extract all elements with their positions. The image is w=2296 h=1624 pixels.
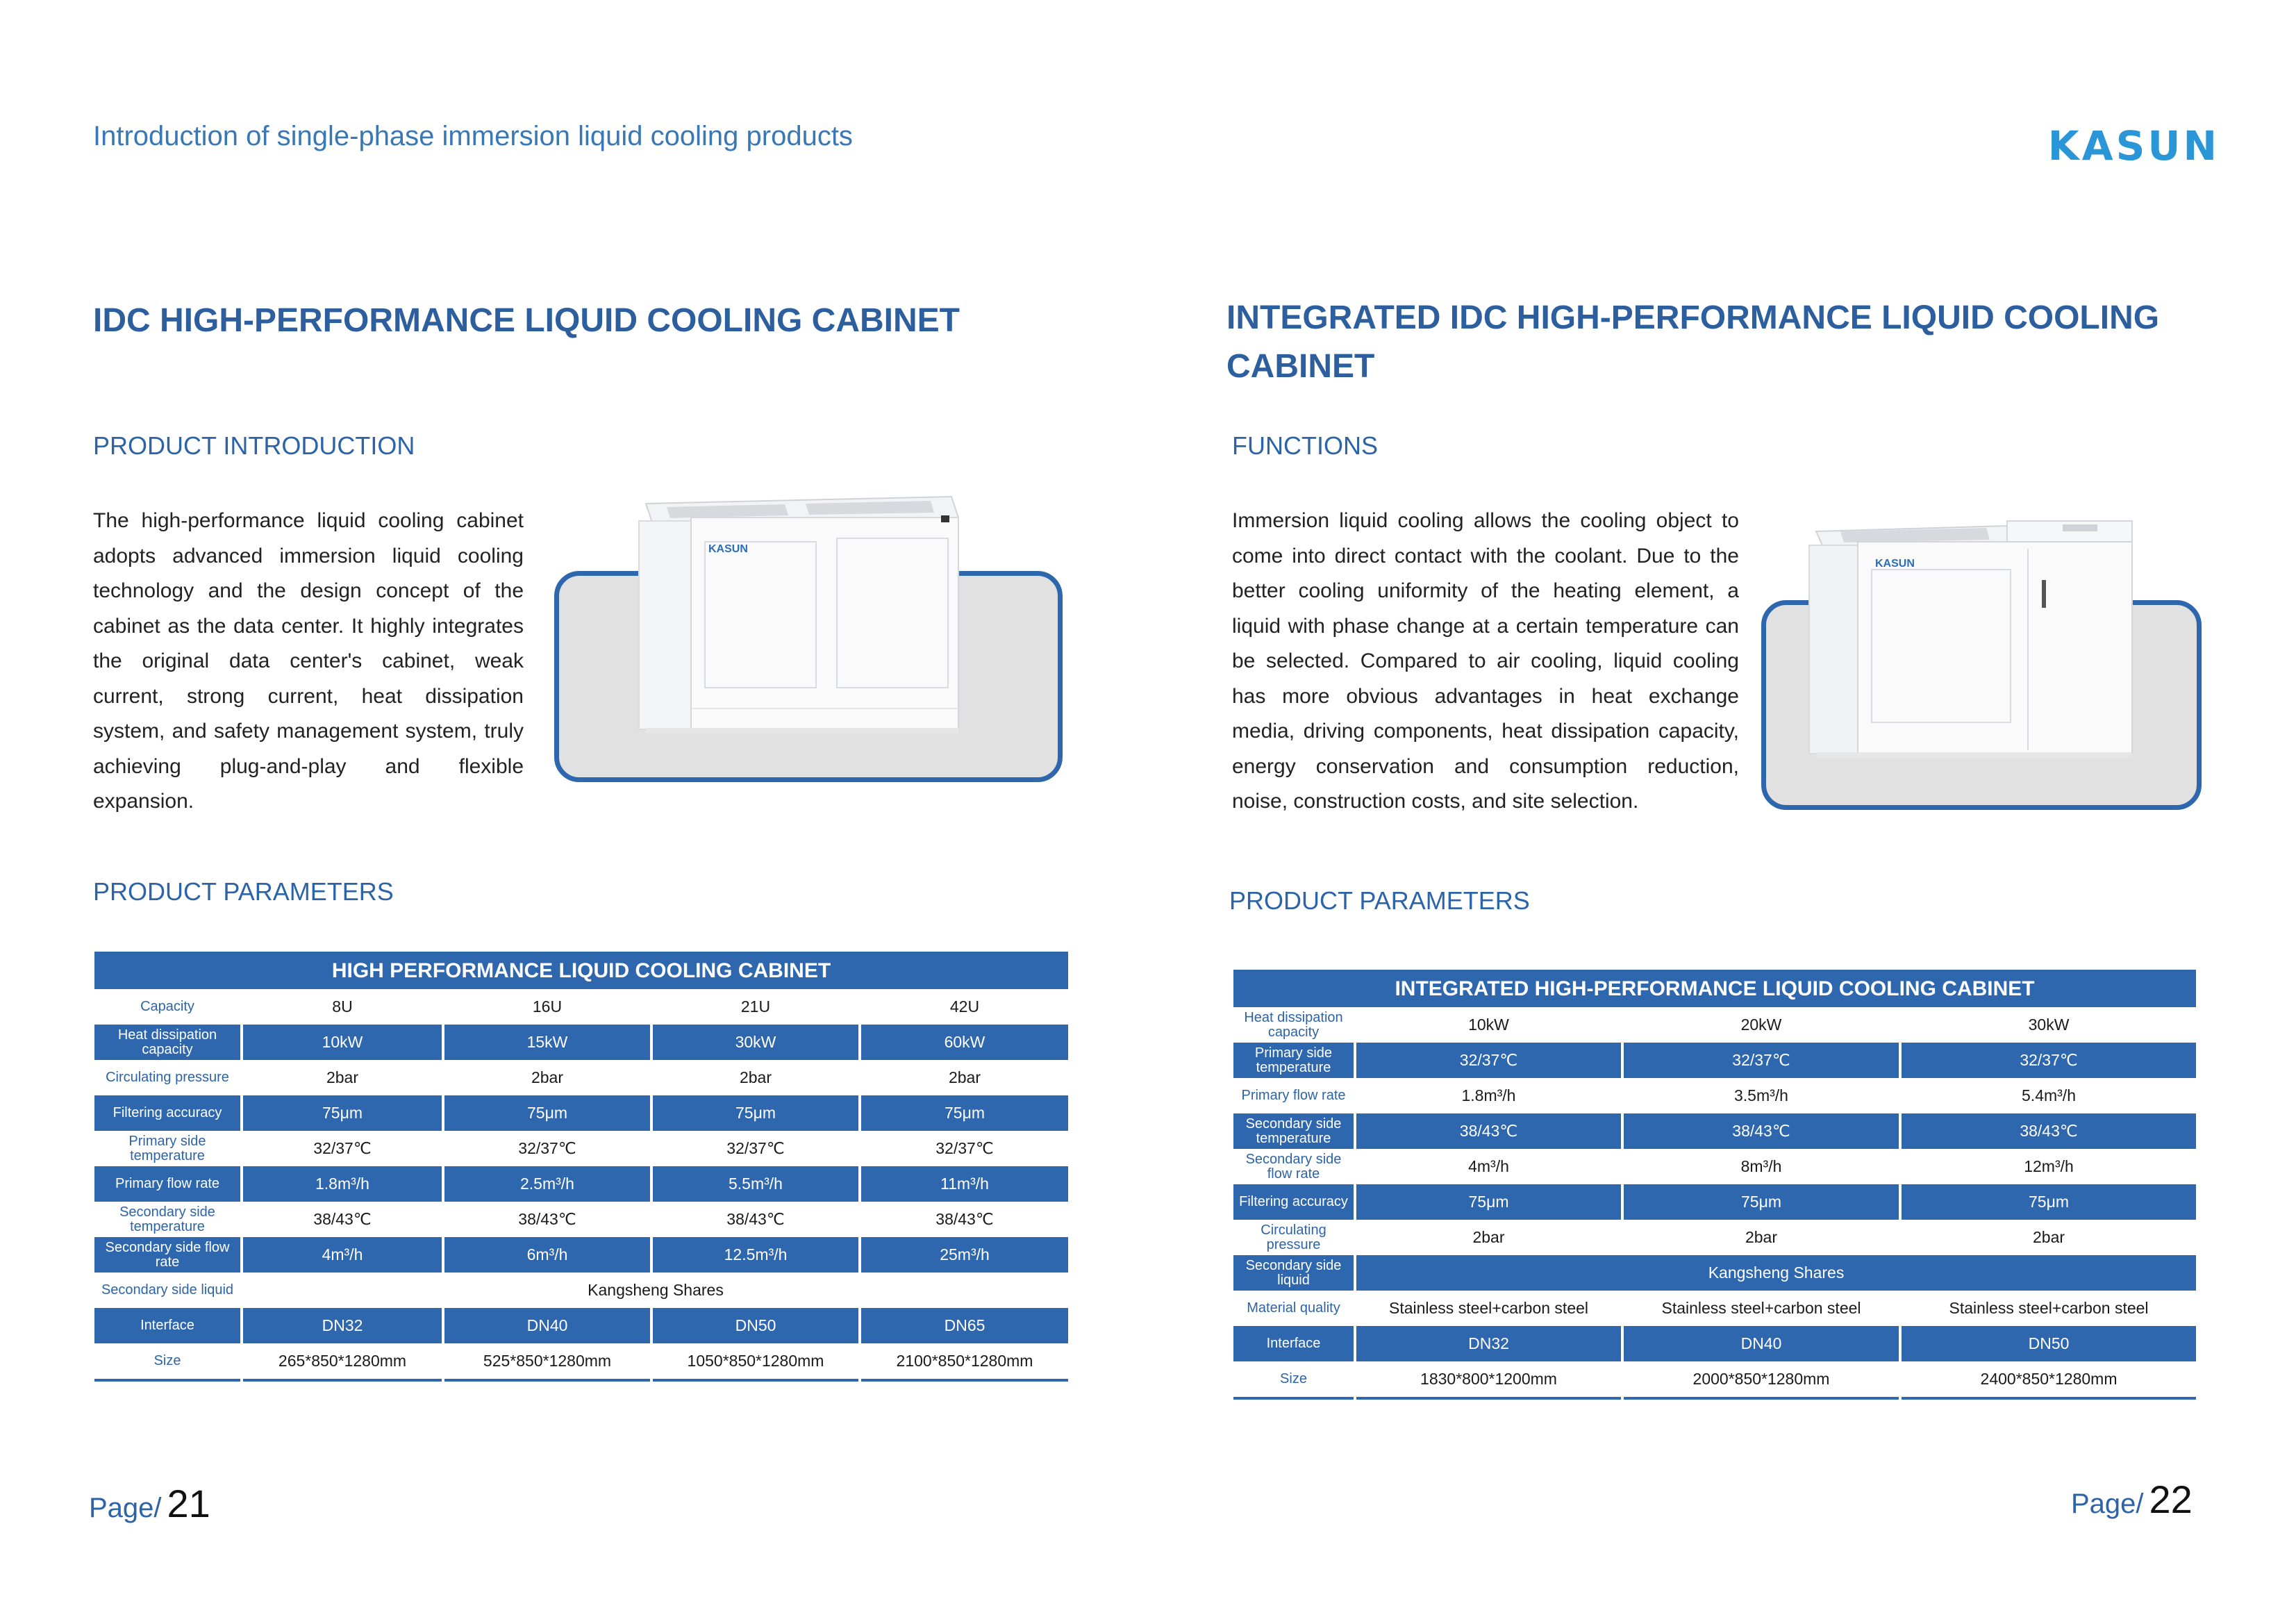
table-row <box>1233 1078 2196 1113</box>
table-cell: 2100*850*1280mm <box>860 1343 1068 1380</box>
table-cell: 75μm <box>443 1095 651 1131</box>
left-page-title: IDC HIGH-PERFORMANCE LIQUID COOLING CABINET <box>93 302 960 339</box>
table-row-label: Secondary side temperature <box>1233 1113 1355 1149</box>
table-cell: 20kW <box>1622 1007 1900 1043</box>
table-cell: 2400*850*1280mm <box>1900 1361 2196 1398</box>
table-cell: 21U <box>651 989 860 1025</box>
table-cell: 38/43℃ <box>242 1202 443 1237</box>
table-cell: 15kW <box>443 1025 651 1060</box>
table-cell: 25m³/h <box>860 1237 1068 1273</box>
table-cell: 2bar <box>1622 1220 1900 1255</box>
right-cabinet-brand-text: KASUN <box>1875 558 1915 570</box>
table-cell: DN50 <box>1900 1326 2196 1361</box>
table-cell: 4m³/h <box>1355 1149 1622 1184</box>
table-cell: 525*850*1280mm <box>443 1343 651 1380</box>
table-cell: 2000*850*1280mm <box>1622 1361 1900 1398</box>
left-cabinet-brand-text: KASUN <box>708 543 748 555</box>
table-row-label: Secondary side liquid <box>1233 1255 1355 1291</box>
table-cell: 75μm <box>651 1095 860 1131</box>
table-cell: Kangsheng Shares <box>242 1273 1068 1308</box>
table-cell: 60kW <box>860 1025 1068 1060</box>
table-title: INTEGRATED HIGH-PERFORMANCE LIQUID COOLING CABINET <box>1233 970 2196 1007</box>
table-cell: 32/37℃ <box>1900 1043 2196 1078</box>
table-row <box>1233 1255 2196 1291</box>
table-row-label: Size <box>1233 1361 1355 1398</box>
page-header-title: Introduction of single-phase immersion liquid cooling products <box>93 121 853 151</box>
table-cell: 2bar <box>1900 1220 2196 1255</box>
table-cell: 30kW <box>1900 1007 2196 1043</box>
table-cell: 12.5m³/h <box>651 1237 860 1273</box>
table-cell: DN32 <box>1355 1326 1622 1361</box>
table-cell: 75μm <box>860 1095 1068 1131</box>
table-cell: 11m³/h <box>860 1166 1068 1202</box>
table-row-label: Capacity <box>94 989 242 1025</box>
table-cell: 32/37℃ <box>860 1131 1068 1166</box>
table-cell: 2.5m³/h <box>443 1166 651 1202</box>
right-page-label: Page/ <box>2071 1489 2144 1519</box>
table-row-label: Heat dissipation capacity <box>1233 1007 1355 1043</box>
table-cell: 30kW <box>651 1025 860 1060</box>
left-params-table <box>94 952 1068 1382</box>
table-row-label: Circulating pressure <box>1233 1220 1355 1255</box>
table-row-label: Secondary side flow rate <box>1233 1149 1355 1184</box>
table-cell: 75μm <box>242 1095 443 1131</box>
right-page-number <box>2071 1477 2193 1522</box>
table-cell: DN50 <box>651 1308 860 1343</box>
table-cell: 265*850*1280mm <box>242 1343 443 1380</box>
table-cell: 38/43℃ <box>1355 1113 1622 1149</box>
kasun-logo: KASUN <box>2047 122 2220 169</box>
table-cell: 42U <box>860 989 1068 1025</box>
table-cell: 32/37℃ <box>242 1131 443 1166</box>
table-row <box>94 1202 1068 1237</box>
table-cell: 75μm <box>1900 1184 2196 1220</box>
table-row <box>1233 1326 2196 1361</box>
table-row <box>94 1308 1068 1343</box>
right-functions-heading: FUNCTIONS <box>1232 431 1378 460</box>
table-cell: 3.5m³/h <box>1622 1078 1900 1113</box>
table-row-label: Material quality <box>1233 1291 1355 1326</box>
table-row-label: Circulating pressure <box>94 1060 242 1095</box>
table-cell: 4m³/h <box>242 1237 443 1273</box>
table-cell: Stainless steel+carbon steel <box>1622 1291 1900 1326</box>
left-page-number <box>89 1481 210 1526</box>
table-row <box>94 1131 1068 1166</box>
table-cell: 38/43℃ <box>1900 1113 2196 1149</box>
table-cell: Stainless steel+carbon steel <box>1900 1291 2196 1326</box>
table-cell: 16U <box>443 989 651 1025</box>
table-cell: 12m³/h <box>1900 1149 2196 1184</box>
right-page-title: INTEGRATED IDC HIGH-PERFORMANCE LIQUID COOLING CABINET <box>1226 299 2160 385</box>
table-cell: 2bar <box>860 1060 1068 1095</box>
table-row <box>1233 1184 2196 1220</box>
table-row <box>94 1237 1068 1273</box>
left-page-label: Page/ <box>89 1493 162 1523</box>
left-intro-heading: PRODUCT INTRODUCTION <box>93 431 415 460</box>
table-cell: 38/43℃ <box>651 1202 860 1237</box>
table-row-label: Secondary side liquid <box>94 1273 242 1308</box>
table-row <box>1233 1291 2196 1326</box>
table-row-label: Primary side temperature <box>94 1131 242 1166</box>
table-cell: 32/37℃ <box>651 1131 860 1166</box>
table-row-label: Secondary side flow rate <box>94 1237 242 1273</box>
table-row <box>94 1166 1068 1202</box>
table-row <box>1233 1149 2196 1184</box>
table-cell: 38/43℃ <box>860 1202 1068 1237</box>
right-params-heading: PRODUCT PARAMETERS <box>1229 886 1530 915</box>
table-cell: 32/37℃ <box>1622 1043 1900 1078</box>
table-cell: DN40 <box>1622 1326 1900 1361</box>
table-cell: 38/43℃ <box>1622 1113 1900 1149</box>
table-title: HIGH PERFORMANCE LIQUID COOLING CABINET <box>94 952 1068 989</box>
table-title-row <box>94 952 1068 989</box>
table-row <box>94 989 1068 1025</box>
table-row-label: Primary side temperature <box>1233 1043 1355 1078</box>
table-row <box>1233 1113 2196 1149</box>
table-cell: DN40 <box>443 1308 651 1343</box>
left-params-heading: PRODUCT PARAMETERS <box>93 877 394 906</box>
table-cell: 10kW <box>1355 1007 1622 1043</box>
table-cell: 75μm <box>1355 1184 1622 1220</box>
table-cell: 8U <box>242 989 443 1025</box>
table-cell: 1830*800*1200mm <box>1355 1361 1622 1398</box>
table-row <box>1233 1007 2196 1043</box>
table-cell: 32/37℃ <box>1355 1043 1622 1078</box>
table-row-label: Primary flow rate <box>94 1166 242 1202</box>
table-cell: 2bar <box>1355 1220 1622 1255</box>
table-row <box>94 1273 1068 1308</box>
table-cell: 5.4m³/h <box>1900 1078 2196 1113</box>
table-cell: 38/43℃ <box>443 1202 651 1237</box>
left-params-table-body <box>94 952 1068 1380</box>
table-cell: 1050*850*1280mm <box>651 1343 860 1380</box>
table-row <box>1233 1361 2196 1398</box>
left-intro-text: The high-performance liquid cooling cabinet adopts advanced immersion liquid cooling technology and the design concept of the cabinet as the data center. It highly integrates the original data center's cabinet, weak current, strong current, heat dissipation system, and safety management system, truly achieving plug-and-play and flexible expansion. <box>93 509 524 813</box>
table-row-label: Primary flow rate <box>1233 1078 1355 1113</box>
table-cell: DN65 <box>860 1308 1068 1343</box>
right-cabinet-image <box>1799 511 2160 774</box>
table-row <box>1233 1043 2196 1078</box>
table-row-label: Size <box>94 1343 242 1380</box>
right-params-table <box>1233 970 2196 1400</box>
table-row-label: Filtering accuracy <box>1233 1184 1355 1220</box>
left-page-number-value: 21 <box>167 1482 210 1525</box>
table-cell: 2bar <box>443 1060 651 1095</box>
table-row <box>94 1025 1068 1060</box>
right-functions-text: Immersion liquid cooling allows the cooling object to come into direct contact with the coolant. Due to the better cooling uniformity of the heating element, a liquid with phase change at a certain temperature can be selected. Compared to air cooling, liquid cooling has more obvious advantages in heat exchange media, driving components, heat dissipation capacity, energy conservation and consumption reduction, noise, construction costs, and site selection. <box>1232 509 1739 813</box>
left-cabinet-image <box>625 479 986 743</box>
table-cell: Kangsheng Shares <box>1355 1255 2196 1291</box>
table-cell: 1.8m³/h <box>1355 1078 1622 1113</box>
table-row-label: Interface <box>1233 1326 1355 1361</box>
table-cell: Stainless steel+carbon steel <box>1355 1291 1622 1326</box>
table-cell: 10kW <box>242 1025 443 1060</box>
table-cell: 2bar <box>651 1060 860 1095</box>
table-row-label: Interface <box>94 1308 242 1343</box>
table-cell: DN32 <box>242 1308 443 1343</box>
table-cell: 75μm <box>1622 1184 1900 1220</box>
table-title-row <box>1233 970 2196 1007</box>
table-cell: 5.5m³/h <box>651 1166 860 1202</box>
table-row-label: Filtering accuracy <box>94 1095 242 1131</box>
right-page-number-value: 22 <box>2149 1477 2193 1521</box>
table-row <box>94 1343 1068 1380</box>
table-row-label: Secondary side temperature <box>94 1202 242 1237</box>
table-row-label: Heat dissipation capacity <box>94 1025 242 1060</box>
table-cell: 32/37℃ <box>443 1131 651 1166</box>
table-cell: 1.8m³/h <box>242 1166 443 1202</box>
table-cell: 6m³/h <box>443 1237 651 1273</box>
table-cell: 2bar <box>242 1060 443 1095</box>
right-params-table-body <box>1233 970 2196 1398</box>
table-row <box>94 1095 1068 1131</box>
table-row <box>94 1060 1068 1095</box>
table-row <box>1233 1220 2196 1255</box>
table-cell: 8m³/h <box>1622 1149 1900 1184</box>
